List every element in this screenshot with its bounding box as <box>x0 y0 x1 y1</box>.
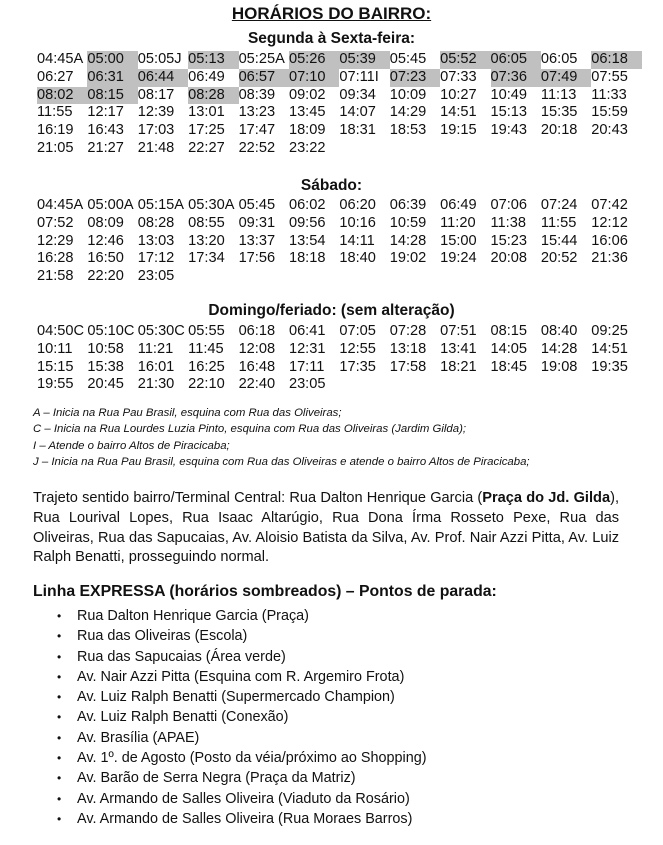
note-j: J – Inicia na Rua Pau Brasil, esquina com Rua das Oliveiras e atende o bairro Altos de Piracicaba; <box>33 455 530 468</box>
time-cell: 07:52 <box>37 214 74 231</box>
express-stop-label: Av. Barão de Serra Negra (Praça da Matriz) <box>77 770 356 787</box>
time-cell: 11:21 <box>137 340 174 357</box>
time-cell: 21:27 <box>87 139 124 156</box>
time-cell: 21:30 <box>137 376 175 393</box>
time-cell: 13:18 <box>389 340 427 357</box>
time-cell: 14:05 <box>490 340 528 357</box>
time-cell: 04:50C <box>37 323 85 339</box>
express-stop <box>55 768 427 788</box>
route-text-1: Trajeto sentido bairro/Terminal Central: Rua Dalton Henrique Garcia ( <box>33 490 483 506</box>
time-cell: 20:08 <box>490 250 528 267</box>
time-cell: 08:15 <box>490 323 528 339</box>
time-cell: 22:52 <box>238 139 276 156</box>
time-cell: 16:06 <box>591 232 628 249</box>
time-cell: 20:43 <box>591 122 628 139</box>
time-cell: 15:23 <box>490 232 528 249</box>
express-stop <box>55 707 427 727</box>
time-cell: 19:35 <box>591 358 628 375</box>
time-cell-express: 05:52 <box>440 51 490 69</box>
time-cell: 08:09 <box>87 214 124 231</box>
time-cell: 17:47 <box>238 122 276 139</box>
time-cell: 10:58 <box>87 340 124 357</box>
time-cell: 20:52 <box>540 250 578 267</box>
time-cell: 13:20 <box>188 232 225 249</box>
note-a: A – Inicia na Rua Pau Brasil, esquina com Rua das Oliveiras; <box>33 407 342 419</box>
time-cell: 07:51 <box>440 323 477 339</box>
time-cell: 05:25A <box>238 51 285 67</box>
time-cell: 11:55 <box>37 104 73 121</box>
time-cell: 14:51 <box>440 104 477 121</box>
time-cell: 22:20 <box>87 268 124 285</box>
time-cell: 10:27 <box>440 86 477 103</box>
sunday-heading: Domingo/feriado: (sem alteração) <box>208 302 455 319</box>
time-cell: 15:15 <box>37 358 74 375</box>
express-stop <box>55 789 427 809</box>
time-cell: 17:56 <box>238 250 276 267</box>
time-cell: 11:20 <box>440 214 476 231</box>
time-cell-express: 07:49 <box>541 69 591 87</box>
time-cell: 23:05 <box>137 268 175 285</box>
time-cell: 06:20 <box>339 197 376 213</box>
express-stop-label: Rua Dalton Henrique Garcia (Praça) <box>77 608 309 624</box>
bullet-icon: • <box>57 609 62 623</box>
time-cell: 07:06 <box>490 197 528 213</box>
express-stop <box>55 626 427 646</box>
time-cell: 10:11 <box>37 340 73 357</box>
time-cell-express: 05:39 <box>339 51 389 69</box>
time-cell: 12:46 <box>87 232 124 249</box>
note-c: C – Inicia na Rua Lourdes Luzia Pinto, esquina com Rua das Oliveiras (Jardim Gilda); <box>33 423 467 436</box>
time-cell: 05:30A <box>188 197 235 213</box>
express-stop-label: Av. Luiz Ralph Benatti (Conexão) <box>77 709 289 726</box>
time-cell: 18:40 <box>339 250 376 267</box>
time-cell: 11:13 <box>540 86 577 103</box>
time-cell: 23:22 <box>288 139 326 156</box>
time-cell: 17:12 <box>137 250 175 267</box>
time-cell: 05:45 <box>389 51 427 67</box>
time-cell: 08:40 <box>540 323 578 339</box>
time-cell: 18:45 <box>490 358 528 375</box>
express-stop-label: Rua das Oliveiras (Escola) <box>77 628 248 645</box>
time-cell: 11:55 <box>540 214 577 231</box>
time-cell: 22:40 <box>238 376 276 393</box>
saturday-schedule <box>37 197 642 286</box>
time-cell: 05:00A <box>87 197 134 213</box>
time-cell-express: 08:02 <box>37 87 87 105</box>
time-cell: 14:29 <box>389 104 427 121</box>
bullet-icon: • <box>57 690 62 705</box>
time-cell: 21:05 <box>37 139 74 156</box>
time-cell: 07:11I <box>339 68 379 85</box>
time-cell: 15:35 <box>540 104 578 121</box>
time-cell-express: 07:36 <box>491 69 541 87</box>
time-cell: 18:31 <box>339 122 376 139</box>
time-cell: 15:38 <box>87 358 124 375</box>
time-cell: 16:19 <box>37 122 74 139</box>
bullet-icon: • <box>57 730 62 745</box>
express-stop <box>55 748 427 768</box>
time-cell: 15:00 <box>440 232 477 249</box>
time-cell: 06:41 <box>288 323 326 339</box>
time-cell: 20:18 <box>540 122 578 139</box>
time-cell: 06:02 <box>288 197 326 213</box>
time-cell: 09:34 <box>339 86 376 103</box>
time-cell: 12:31 <box>288 340 326 357</box>
time-cell: 06:49 <box>440 197 477 213</box>
time-cell: 09:02 <box>288 86 326 103</box>
time-cell: 05:45 <box>238 197 276 213</box>
time-cell: 13:01 <box>188 104 225 121</box>
bullet-icon: • <box>57 751 62 766</box>
time-cell: 05:05J <box>137 51 182 67</box>
time-cell: 13:37 <box>238 232 276 249</box>
time-cell: 14:11 <box>339 232 375 249</box>
time-cell: 07:05 <box>339 323 376 339</box>
time-cell: 08:17 <box>137 86 175 103</box>
bullet-icon: • <box>57 811 62 826</box>
saturday-heading: Sábado: <box>300 177 363 194</box>
time-cell: 15:59 <box>591 104 628 121</box>
time-cell: 17:58 <box>389 358 427 375</box>
time-cell: 18:53 <box>389 122 427 139</box>
time-cell: 19:02 <box>389 250 427 267</box>
time-cell: 09:56 <box>288 214 326 231</box>
time-cell-express: 07:23 <box>390 69 440 87</box>
time-cell: 12:17 <box>87 104 124 121</box>
time-cell: 22:10 <box>188 376 225 393</box>
time-cell: 10:59 <box>389 214 427 231</box>
time-cell: 19:15 <box>440 122 477 139</box>
bullet-icon: • <box>57 629 62 644</box>
express-stop-label: Av. Luiz Ralph Benatti (Supermercado Champion) <box>77 689 395 706</box>
express-stop <box>55 667 427 687</box>
weekday-schedule <box>37 51 642 158</box>
time-cell: 16:01 <box>137 358 175 375</box>
bullet-icon: • <box>57 649 62 664</box>
express-stop-label: Av. Armando de Salles Oliveira (Rua Moraes Barros) <box>77 810 413 827</box>
time-cell-express: 07:10 <box>289 69 339 87</box>
time-cell-express: 06:44 <box>138 69 188 87</box>
express-stop <box>55 687 427 707</box>
time-cell-express: 08:15 <box>87 87 137 105</box>
express-stop-label: Av. 1º. de Agosto (Posto da véia/próximo ao Shopping) <box>77 750 427 767</box>
weekday-heading: Segunda à Sexta-feira: <box>247 30 416 47</box>
time-cell: 15:13 <box>490 104 528 121</box>
time-cell: 15:44 <box>540 232 578 249</box>
time-cell: 05:55 <box>188 323 225 339</box>
time-cell: 14:51 <box>591 340 628 357</box>
time-cell: 19:43 <box>490 122 528 139</box>
time-cell: 05:15A <box>137 197 185 213</box>
bullet-icon: • <box>57 710 62 725</box>
time-cell: 19:08 <box>540 358 578 375</box>
time-cell: 06:05 <box>540 51 578 67</box>
time-cell-express: 05:26 <box>289 51 339 69</box>
time-cell: 06:39 <box>389 197 427 213</box>
time-cell: 05:30C <box>137 323 185 339</box>
time-cell: 07:42 <box>591 197 628 213</box>
express-stop <box>55 728 427 748</box>
express-title: Linha EXPRESSA (horários sombreados) – Pontos de parada: <box>33 583 497 600</box>
time-cell: 08:55 <box>188 214 225 231</box>
express-stop <box>55 809 427 829</box>
time-cell: 10:16 <box>339 214 376 231</box>
time-cell: 07:28 <box>389 323 427 339</box>
time-cell: 21:58 <box>37 268 74 285</box>
time-cell: 13:23 <box>238 104 276 121</box>
bullet-icon: • <box>57 771 62 786</box>
express-stop-label: Av. Brasília (APAE) <box>77 729 200 746</box>
time-cell: 11:38 <box>490 214 526 231</box>
time-cell: 17:35 <box>339 358 376 375</box>
time-cell: 17:11 <box>288 358 325 375</box>
time-cell: 06:49 <box>188 68 225 85</box>
time-cell: 10:09 <box>389 86 427 103</box>
time-cell: 23:05 <box>288 376 326 393</box>
time-cell: 20:45 <box>87 376 124 393</box>
time-cell: 16:48 <box>238 358 276 375</box>
route-text-bold: Praça do Jd. Gilda <box>482 490 611 506</box>
time-cell: 12:08 <box>238 340 276 357</box>
time-cell: 05:10C <box>87 323 135 339</box>
express-stop <box>55 606 427 626</box>
time-cell: 14:28 <box>389 232 427 249</box>
time-cell: 06:18 <box>238 323 276 339</box>
express-stop-label: Rua das Sapucaias (Área verde) <box>77 648 286 665</box>
time-cell: 13:45 <box>288 104 326 121</box>
time-cell: 16:50 <box>87 250 124 267</box>
time-cell: 10:49 <box>490 86 528 103</box>
time-cell: 07:55 <box>591 68 628 85</box>
page-title: HORÁRIOS DO BAIRRO: <box>231 4 432 23</box>
time-cell: 13:03 <box>137 232 175 249</box>
route-text-2: ), Rua Lourival Lopes, Rua Isaac Altarúgio, Rua Dona Írma Rosseto Pexe, Rua das Oliveiras, Rua das Sapucaias, Av. Aloisio Batista da Silva, Av. Prof. Nair Azzi Pitta, Av. Luiz Ralph Benatti, prosseguindo normal. <box>33 490 619 566</box>
time-cell: 12:39 <box>137 104 175 121</box>
time-cell: 11:33 <box>591 86 627 103</box>
time-cell-express: 08:28 <box>188 87 238 105</box>
legend-notes <box>33 405 530 470</box>
express-stop-label: Av. Nair Azzi Pitta (Esquina com R. Argemiro Frota) <box>77 668 405 685</box>
time-cell: 17:34 <box>188 250 225 267</box>
note-i: I – Atende o bairro Altos de Piracicaba; <box>33 439 230 452</box>
time-cell: 06:27 <box>37 68 74 85</box>
express-stop-label: Av. Armando de Salles Oliveira (Viaduto da Rosário) <box>77 790 410 807</box>
time-cell: 18:18 <box>288 250 326 267</box>
time-cell: 18:09 <box>288 122 326 139</box>
express-stops-list <box>55 606 427 829</box>
time-cell: 16:25 <box>188 358 225 375</box>
time-cell-express: 06:31 <box>87 69 137 87</box>
time-cell: 12:29 <box>37 232 74 249</box>
time-cell: 21:48 <box>137 139 175 156</box>
time-cell: 18:21 <box>440 358 477 375</box>
time-cell: 07:33 <box>440 68 477 85</box>
time-cell: 11:45 <box>188 340 224 357</box>
express-stop <box>55 647 427 667</box>
time-cell: 14:07 <box>339 104 376 121</box>
time-cell: 09:31 <box>238 214 276 231</box>
time-cell: 19:55 <box>37 376 74 393</box>
sunday-schedule <box>37 323 642 394</box>
time-cell: 16:28 <box>37 250 74 267</box>
time-cell: 04:45A <box>37 197 84 213</box>
time-cell: 13:54 <box>288 232 326 249</box>
time-cell: 07:24 <box>540 197 578 213</box>
bullet-icon: • <box>57 669 62 684</box>
time-cell: 14:28 <box>540 340 578 357</box>
route-description <box>33 489 619 568</box>
time-cell-express: 05:00 <box>87 51 137 69</box>
time-cell: 13:41 <box>440 340 477 357</box>
time-cell: 08:28 <box>137 214 175 231</box>
time-cell: 12:55 <box>339 340 376 357</box>
time-cell: 12:12 <box>591 214 628 231</box>
time-cell: 17:03 <box>137 122 175 139</box>
time-cell-express: 06:05 <box>491 51 541 69</box>
bullet-icon: • <box>57 791 62 806</box>
time-cell-express: 06:57 <box>239 69 289 87</box>
time-cell: 16:43 <box>87 122 124 139</box>
time-cell: 17:25 <box>188 122 225 139</box>
time-cell: 08:39 <box>238 86 276 103</box>
time-cell: 22:27 <box>188 139 225 156</box>
time-cell: 19:24 <box>440 250 477 267</box>
time-cell-express: 05:13 <box>188 51 238 69</box>
time-cell: 09:25 <box>591 323 628 339</box>
time-cell: 21:36 <box>591 250 628 267</box>
time-cell-express: 06:18 <box>591 51 641 69</box>
time-cell: 04:45A <box>37 51 84 67</box>
